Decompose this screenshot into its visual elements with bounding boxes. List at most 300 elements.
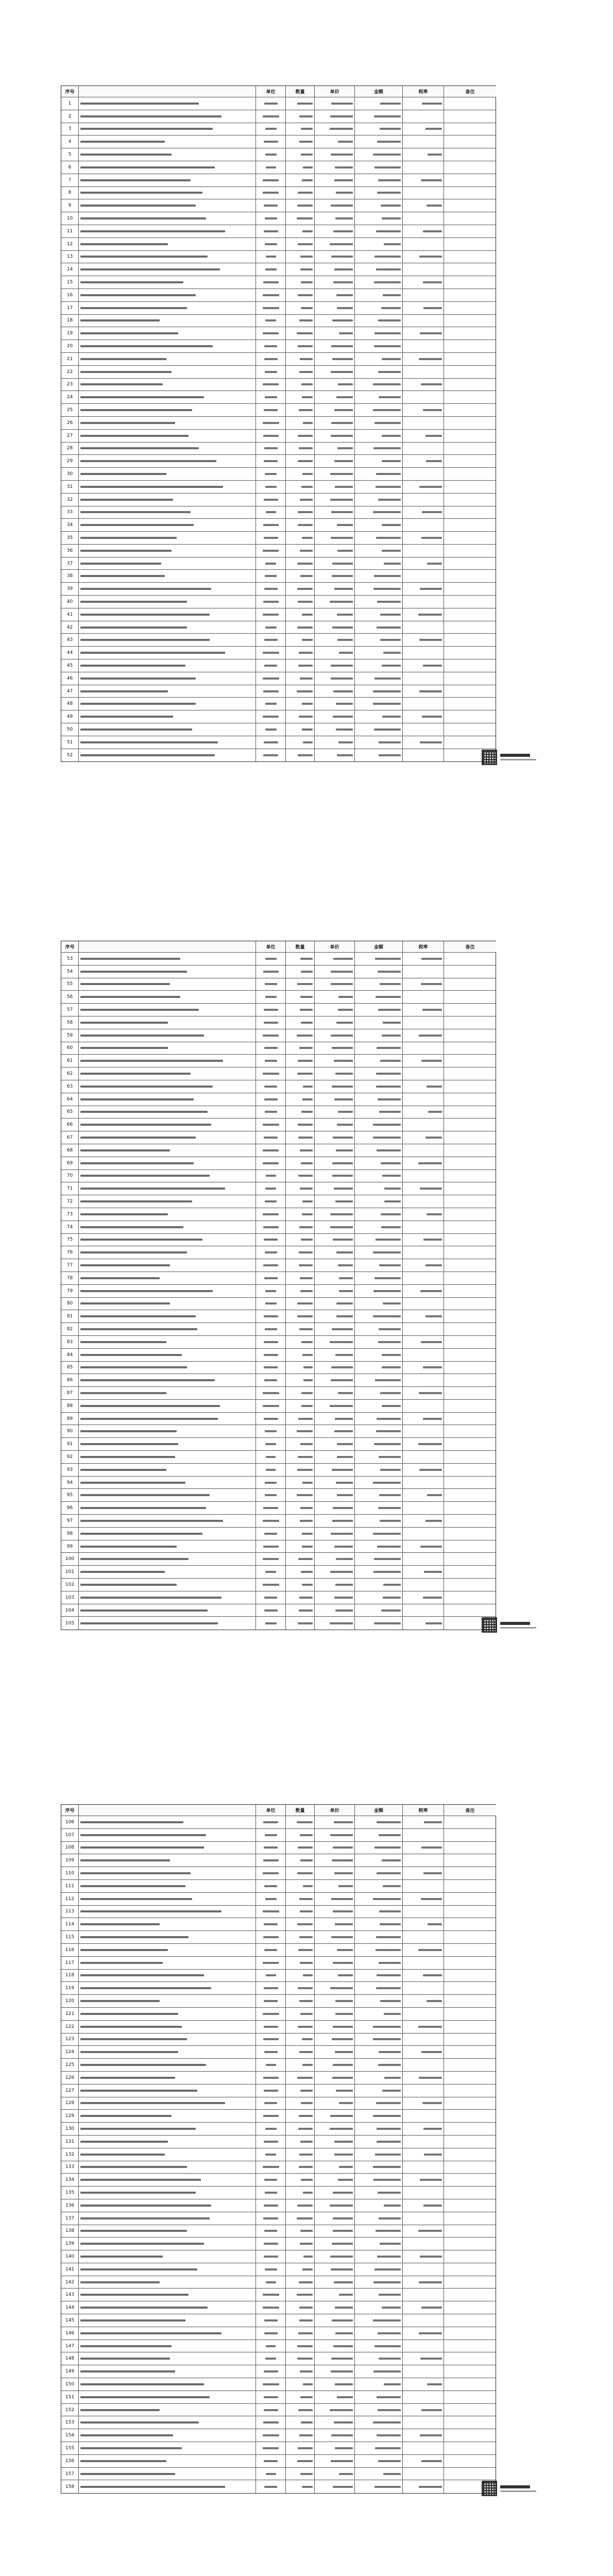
value-cell — [403, 468, 444, 480]
value-cell — [355, 1259, 403, 1272]
remark-cell — [444, 1336, 496, 1348]
value-cell — [355, 97, 403, 110]
illegible-value — [264, 2460, 278, 2462]
column-header: 单位 — [256, 1805, 286, 1816]
illegible-value — [333, 230, 353, 232]
illegible-value — [374, 575, 401, 577]
illegible-value — [263, 2383, 279, 2385]
value-cell — [286, 1502, 315, 1514]
illegible-value — [331, 677, 353, 680]
illegible-value — [383, 294, 401, 296]
illegible-value — [264, 1315, 278, 1317]
value-cell — [403, 1208, 444, 1221]
illegible-value — [421, 2409, 442, 2411]
item-name-cell — [79, 468, 256, 480]
illegible-value — [264, 1047, 278, 1049]
row-number: 79 — [61, 1285, 79, 1297]
item-name-cell — [79, 1400, 256, 1412]
row-number: 128 — [61, 2097, 79, 2110]
illegible-value — [376, 1949, 401, 1951]
value-cell — [286, 532, 315, 544]
item-name-cell — [79, 2110, 256, 2122]
value-cell — [315, 1515, 355, 1527]
illegible-item-name — [80, 435, 189, 437]
value-cell — [403, 110, 444, 123]
illegible-value — [336, 1482, 353, 1484]
value-cell — [286, 1816, 315, 1828]
table-row — [61, 2455, 496, 2468]
illegible-value — [302, 1200, 313, 1202]
illegible-value — [377, 1974, 401, 1976]
value-cell — [315, 1931, 355, 1943]
value-cell — [403, 685, 444, 698]
value-cell — [256, 2187, 286, 2199]
value-cell — [403, 1502, 444, 1514]
value-cell — [355, 1323, 403, 1335]
value-cell — [256, 2033, 286, 2046]
illegible-item-name — [80, 243, 168, 245]
value-cell — [315, 710, 355, 723]
value-cell — [256, 1970, 286, 1982]
illegible-value — [264, 2409, 278, 2411]
remark-cell — [444, 1323, 496, 1335]
illegible-value — [378, 2409, 401, 2411]
value-cell — [286, 1918, 315, 1930]
table-header — [61, 86, 496, 97]
remark-cell — [444, 2442, 496, 2454]
value-cell — [256, 1298, 286, 1310]
remark-cell — [444, 596, 496, 608]
illegible-value — [263, 281, 279, 283]
row-number: 152 — [61, 2404, 79, 2416]
item-name-cell — [79, 1425, 256, 1437]
row-number: 127 — [61, 2084, 79, 2097]
value-cell — [355, 2008, 403, 2020]
illegible-value — [332, 1859, 353, 1861]
illegible-value — [263, 1035, 279, 1037]
value-cell — [315, 379, 355, 391]
illegible-value — [373, 1315, 401, 1317]
value-cell — [286, 1528, 315, 1540]
remark-cell — [444, 430, 496, 442]
value-cell — [315, 212, 355, 225]
value-cell — [403, 2033, 444, 2046]
value-cell — [403, 1272, 444, 1284]
table-row — [61, 1042, 496, 1055]
value-cell — [315, 340, 355, 352]
table-row — [61, 570, 496, 583]
illegible-value — [375, 1379, 401, 1381]
illegible-value — [339, 332, 353, 334]
illegible-item-name — [80, 1035, 204, 1037]
illegible-value — [380, 1469, 401, 1471]
value-cell — [315, 494, 355, 506]
illegible-value — [263, 550, 279, 552]
row-number: 156 — [61, 2455, 79, 2467]
remark-cell — [444, 1016, 496, 1029]
value-cell — [315, 506, 355, 519]
value-cell — [315, 1464, 355, 1476]
illegible-value — [384, 243, 401, 245]
row-number: 92 — [61, 1451, 79, 1463]
illegible-item-name — [80, 2486, 225, 2488]
value-cell — [355, 238, 403, 250]
illegible-value — [265, 319, 276, 321]
illegible-value — [263, 754, 278, 756]
value-cell — [315, 1816, 355, 1828]
value-cell — [315, 187, 355, 199]
illegible-value — [419, 2281, 442, 2283]
illegible-value — [263, 1872, 279, 1874]
value-cell — [403, 174, 444, 187]
value-cell — [286, 1867, 315, 1879]
value-cell — [286, 2187, 315, 2199]
value-cell — [256, 97, 286, 110]
value-cell — [286, 1246, 315, 1259]
illegible-value — [265, 243, 277, 245]
value-cell — [403, 1131, 444, 1144]
value-cell — [256, 1208, 286, 1221]
illegible-item-name — [80, 217, 206, 219]
value-cell — [256, 481, 286, 493]
illegible-item-name — [80, 154, 172, 156]
value-cell — [256, 1170, 286, 1182]
page-number — [61, 2494, 496, 2505]
value-cell — [256, 276, 286, 289]
value-cell — [355, 2468, 403, 2480]
remark-cell — [444, 2225, 496, 2238]
illegible-item-name — [80, 1910, 222, 1912]
table-row — [61, 199, 496, 212]
value-cell — [355, 2250, 403, 2263]
illegible-value — [297, 563, 313, 565]
illegible-value — [263, 2421, 279, 2424]
remark-cell — [444, 2072, 496, 2084]
illegible-value — [264, 345, 277, 347]
value-cell — [403, 1477, 444, 1489]
illegible-item-name — [80, 2256, 163, 2258]
value-cell — [286, 148, 315, 161]
remark-cell — [444, 2289, 496, 2301]
value-cell — [355, 1310, 403, 1323]
illegible-value — [421, 983, 442, 985]
item-name-cell — [79, 2136, 256, 2148]
illegible-item-name — [80, 2460, 166, 2462]
value-cell — [355, 1540, 403, 1553]
table-row — [61, 1118, 496, 1131]
table-row — [61, 2072, 496, 2084]
illegible-value — [334, 1597, 353, 1599]
value-cell — [355, 1854, 403, 1867]
value-cell — [315, 1566, 355, 1578]
value-cell — [256, 1489, 286, 1501]
illegible-value — [425, 1622, 442, 1624]
row-number: 116 — [61, 1944, 79, 1956]
remark-cell — [444, 174, 496, 187]
illegible-value — [332, 2243, 353, 2245]
illegible-value — [380, 1923, 401, 1925]
illegible-value — [263, 332, 279, 334]
value-cell — [355, 2480, 403, 2493]
item-name-cell — [79, 1842, 256, 1854]
remark-cell — [444, 302, 496, 314]
item-name-cell — [79, 1336, 256, 1348]
illegible-value — [297, 332, 313, 334]
illegible-item-name — [80, 2051, 178, 2053]
illegible-value — [330, 128, 353, 130]
remark-cell — [444, 1298, 496, 1310]
illegible-value — [379, 1494, 401, 1496]
value-cell — [403, 1867, 444, 1879]
row-number: 61 — [61, 1055, 79, 1067]
illegible-value — [298, 2332, 313, 2334]
table-row — [61, 1502, 496, 1515]
illegible-value — [263, 1149, 279, 1151]
row-number: 12 — [61, 238, 79, 250]
value-cell — [355, 353, 403, 365]
value-cell — [315, 1451, 355, 1463]
illegible-value — [379, 2358, 401, 2360]
value-cell — [355, 1906, 403, 1918]
illegible-value — [297, 2345, 313, 2347]
value-cell — [403, 736, 444, 749]
row-number: 99 — [61, 1540, 79, 1553]
value-cell — [403, 2276, 444, 2289]
value-cell — [286, 2161, 315, 2174]
remark-cell — [444, 532, 496, 544]
illegible-value — [301, 1022, 313, 1024]
illegible-value — [339, 652, 353, 654]
table-row — [61, 2110, 496, 2123]
illegible-value — [336, 1149, 353, 1151]
illegible-item-name — [80, 511, 191, 513]
item-name-cell — [79, 174, 256, 187]
row-number: 107 — [61, 1829, 79, 1841]
value-cell — [256, 1349, 286, 1361]
value-cell — [355, 2391, 403, 2403]
illegible-value — [265, 1328, 277, 1330]
illegible-value — [382, 1366, 401, 1368]
row-number: 4 — [61, 135, 79, 148]
illegible-value — [302, 2486, 313, 2488]
illegible-item-name — [80, 1124, 211, 1126]
row-number: 54 — [61, 965, 79, 978]
illegible-value — [263, 1558, 279, 1560]
remark-cell — [444, 481, 496, 493]
remark-cell — [444, 2455, 496, 2467]
item-name-cell — [79, 1970, 256, 1982]
table-row — [61, 1931, 496, 1944]
illegible-value — [335, 1923, 353, 1925]
value-cell — [403, 455, 444, 467]
value-cell — [355, 2084, 403, 2097]
item-name-cell — [79, 1310, 256, 1323]
illegible-value — [264, 2141, 278, 2143]
table-row — [61, 634, 496, 647]
row-number: 31 — [61, 481, 79, 493]
illegible-value — [420, 2434, 442, 2436]
illegible-item-name — [80, 1949, 168, 1951]
table-row — [61, 1055, 496, 1067]
value-cell — [256, 2161, 286, 2174]
illegible-item-name — [80, 1162, 194, 1164]
value-cell — [403, 2455, 444, 2467]
value-cell — [355, 302, 403, 314]
value-cell — [256, 1944, 286, 1956]
value-cell — [403, 723, 444, 736]
value-cell — [403, 494, 444, 506]
row-number: 60 — [61, 1042, 79, 1055]
row-number: 84 — [61, 1349, 79, 1361]
value-cell — [355, 1029, 403, 1042]
illegible-value — [264, 409, 278, 411]
illegible-value — [263, 1821, 278, 1823]
illegible-value — [330, 1405, 353, 1407]
illegible-value — [264, 1987, 278, 1989]
value-cell — [256, 1080, 286, 1093]
value-cell — [256, 1285, 286, 1297]
remark-cell — [444, 1234, 496, 1246]
value-cell — [355, 2161, 403, 2174]
remark-cell — [444, 2033, 496, 2046]
row-number: 88 — [61, 1400, 79, 1412]
illegible-item-name — [80, 1022, 168, 1024]
illegible-item-name — [80, 141, 165, 143]
value-cell — [286, 174, 315, 187]
item-name-cell — [79, 276, 256, 289]
value-cell — [286, 263, 315, 276]
illegible-value — [264, 537, 278, 539]
illegible-item-name — [80, 2166, 187, 2168]
row-number: 113 — [61, 1906, 79, 1918]
remark-cell — [444, 1579, 496, 1591]
illegible-value — [330, 1622, 353, 1624]
value-cell — [315, 2021, 355, 2033]
value-cell — [286, 199, 315, 212]
value-cell — [355, 481, 403, 493]
illegible-value — [299, 652, 313, 654]
value-cell — [355, 570, 403, 582]
value-cell — [355, 1234, 403, 1246]
illegible-item-name — [80, 1328, 197, 1330]
value-cell — [355, 2059, 403, 2071]
item-name-cell — [79, 1579, 256, 1591]
illegible-value — [265, 1251, 277, 1253]
row-number: 69 — [61, 1157, 79, 1170]
illegible-value — [332, 1162, 353, 1164]
value-cell — [315, 545, 355, 557]
row-number: 148 — [61, 2352, 79, 2365]
illegible-value — [302, 179, 313, 181]
row-number: 45 — [61, 659, 79, 672]
table-row — [61, 1464, 496, 1477]
illegible-value — [332, 1520, 353, 1522]
illegible-item-name — [80, 2409, 160, 2411]
value-cell — [403, 430, 444, 442]
value-cell — [315, 557, 355, 570]
table-row — [61, 1170, 496, 1183]
value-cell — [315, 1438, 355, 1450]
illegible-value — [300, 1149, 313, 1151]
illegible-value — [427, 1494, 442, 1496]
illegible-value — [264, 460, 278, 462]
value-cell — [315, 174, 355, 187]
value-cell — [286, 2289, 315, 2301]
value-cell — [403, 148, 444, 161]
illegible-value — [263, 2166, 279, 2168]
illegible-value — [298, 524, 313, 526]
illegible-value — [264, 2102, 277, 2104]
value-cell — [286, 1944, 315, 1956]
value-cell — [403, 2429, 444, 2442]
row-number: 9 — [61, 199, 79, 212]
remark-cell — [444, 1982, 496, 1994]
item-name-cell — [79, 2199, 256, 2212]
value-cell — [315, 2033, 355, 2046]
table-row — [61, 1285, 496, 1298]
illegible-value — [263, 1936, 279, 1938]
value-cell — [315, 1298, 355, 1310]
value-cell — [355, 1489, 403, 1501]
value-cell — [315, 1489, 355, 1501]
value-cell — [256, 123, 286, 135]
value-cell — [403, 2212, 444, 2225]
illegible-item-name — [80, 1974, 204, 1976]
item-name-cell — [79, 557, 256, 570]
illegible-value — [300, 1834, 313, 1836]
remark-cell — [444, 1502, 496, 1514]
value-cell — [286, 481, 315, 493]
illegible-value — [331, 1035, 353, 1037]
remark-cell — [444, 1931, 496, 1943]
value-cell — [403, 187, 444, 199]
value-cell — [256, 1867, 286, 1879]
value-cell — [315, 1528, 355, 1540]
illegible-value — [302, 2064, 313, 2066]
illegible-value — [376, 1987, 401, 1989]
value-cell — [355, 391, 403, 403]
item-name-cell — [79, 1451, 256, 1463]
table-row — [61, 736, 496, 749]
remark-cell — [444, 276, 496, 289]
table-row — [61, 659, 496, 672]
illegible-value — [298, 1060, 313, 1062]
value-cell — [286, 1221, 315, 1233]
item-name-cell — [79, 978, 256, 991]
illegible-value — [337, 447, 353, 449]
value-cell — [286, 1579, 315, 1591]
illegible-value — [378, 1507, 401, 1509]
value-cell — [286, 276, 315, 289]
value-cell — [403, 596, 444, 608]
row-number: 90 — [61, 1425, 79, 1437]
value-cell — [315, 519, 355, 531]
row-number: 49 — [61, 710, 79, 723]
illegible-value — [265, 728, 277, 731]
illegible-value — [421, 383, 442, 385]
row-number: 24 — [61, 391, 79, 403]
illegible-value — [338, 1885, 353, 1887]
illegible-value — [297, 1821, 313, 1823]
illegible-value — [263, 652, 279, 654]
item-name-cell — [79, 2276, 256, 2289]
illegible-value — [423, 665, 442, 667]
illegible-value — [337, 639, 353, 641]
table-row — [61, 2480, 496, 2493]
value-cell — [256, 659, 286, 672]
item-name-cell — [79, 1528, 256, 1540]
table-row — [61, 251, 496, 264]
